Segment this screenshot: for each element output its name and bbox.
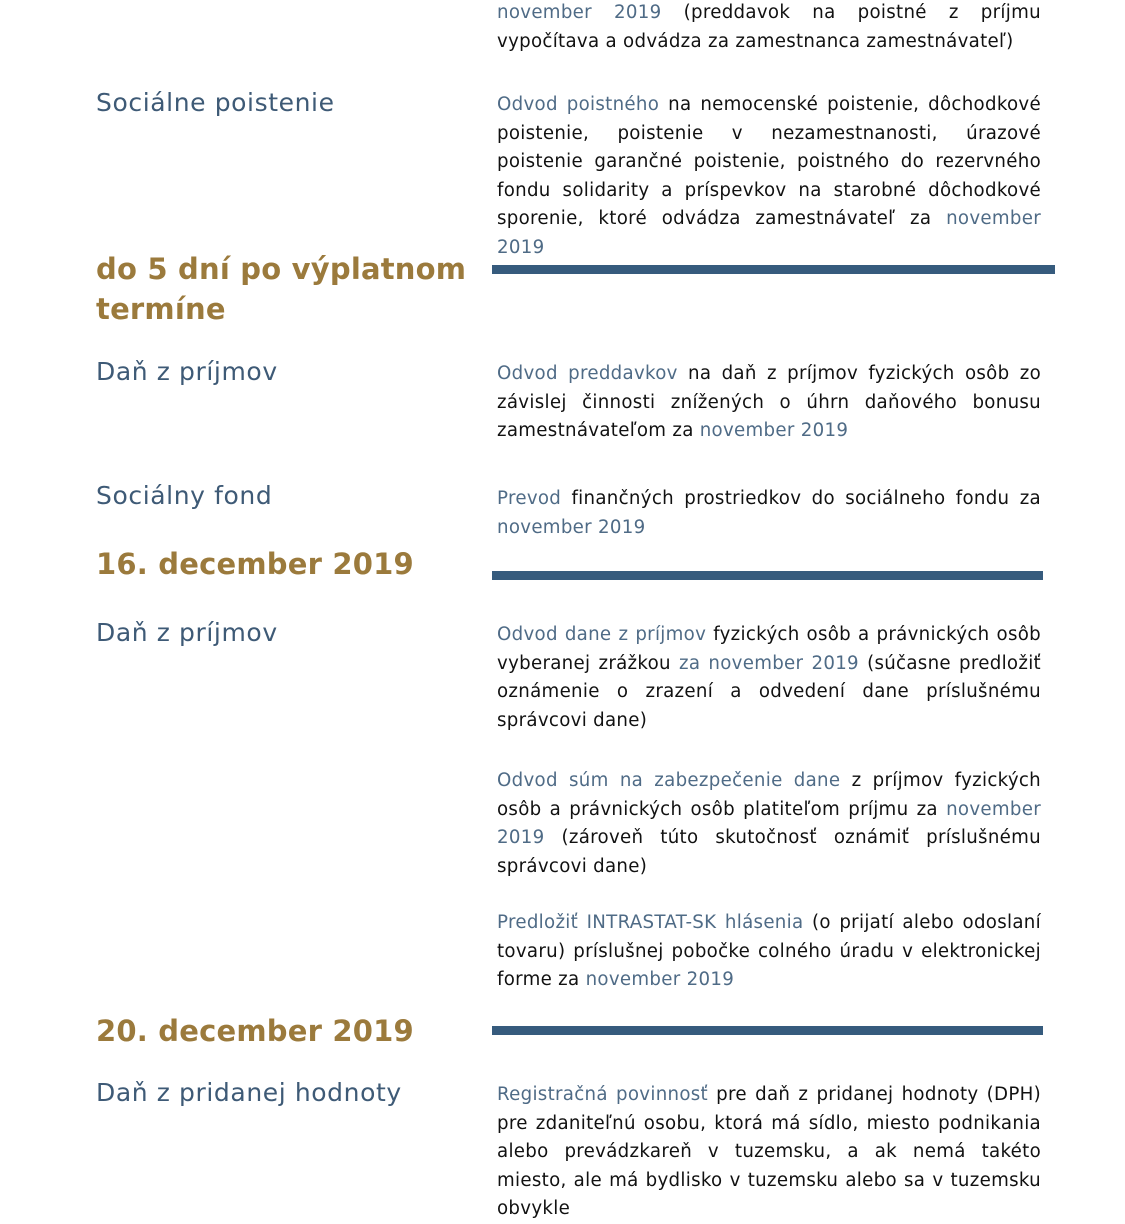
highlight-action: Odvod preddavkov xyxy=(497,363,678,384)
category-label-dan-z-pridanej-hodnoty: Daň z pridanej hodnoty xyxy=(96,1078,402,1107)
date-heading-16-december: 16. december 2019 xyxy=(96,547,414,581)
highlight-action: Registračná povinnosť xyxy=(497,1084,708,1105)
highlight-period: november 2019 xyxy=(497,208,1041,258)
category-label-socialne-poistenie: Sociálne poistenie xyxy=(96,88,335,117)
paragraph-text: z príjmov fyzických osôb a právnických osôb platiteľom príjmu za xyxy=(497,770,1042,820)
paragraph-odvod-preddavkov xyxy=(497,360,1041,446)
highlight-action: Odvod dane z príjmov xyxy=(497,624,707,645)
paragraph-preddavok-continuation xyxy=(497,0,1041,56)
highlight-period: november 2019 xyxy=(585,969,735,991)
category-label-dan-z-prijmov: Daň z príjmov xyxy=(96,357,278,386)
highlight-action: Odvod súm na zabezpečenie dane xyxy=(497,770,841,791)
highlight-period: november 2019 xyxy=(497,516,646,538)
section-divider xyxy=(492,571,1043,580)
highlight-action: Prevod xyxy=(497,488,562,509)
paragraph-odvod-poistneho xyxy=(497,91,1041,263)
category-label-dan-z-prijmov: Daň z príjmov xyxy=(96,618,278,647)
paragraph-text: (zároveň túto skutočnosť oznámiť príslušnému správcovi dane) xyxy=(497,827,1041,877)
date-heading-20-december: 20. december 2019 xyxy=(96,1014,414,1048)
paragraph-text: finančných prostriedkov do sociálneho fondu za xyxy=(561,488,1041,509)
highlight-action: Predložiť INTRASTAT-SK hlásenia xyxy=(497,912,804,933)
highlight-period: za november 2019 xyxy=(678,652,859,674)
paragraph-text: (súčasne predložiť oznámenie o zrazení a odvedení dane príslušnému správcovi dane) xyxy=(497,652,1041,731)
paragraph-intrastat xyxy=(497,909,1041,995)
highlight-action: Odvod poistného xyxy=(497,94,660,115)
paragraph-registracna-povinnost xyxy=(497,1081,1041,1224)
paragraph-text: pre daň z pridanej hodnoty (DPH) pre zdaniteľnú osobu, ktorá má sídlo, miesto podnikania alebo prevádzkareň v tuzemsku, a ak nemá takéto miesto, ale má bydlisko v tuzemsku alebo sa v tuzemsku obvykle xyxy=(497,1084,1041,1220)
date-heading-5-days: do 5 dní po výplatnom termíne xyxy=(96,252,467,326)
paragraph-text: na daň z príjmov fyzických osôb zo závislej činnosti znížených o úhrn daňového bonusu zamestnávateľom za xyxy=(497,363,1041,442)
paragraph-text: fyzických osôb a právnických osôb vyberanej zrážkou xyxy=(497,624,1041,674)
section-divider xyxy=(492,265,1055,274)
category-label-socialny-fond: Sociálny fond xyxy=(96,481,273,510)
highlight-period: november 2019 xyxy=(699,420,849,442)
paragraph-prevod xyxy=(497,485,1041,542)
section-divider xyxy=(492,1026,1043,1035)
highlight-period: november 2019 xyxy=(497,2,662,23)
paragraph-odvod-dane xyxy=(497,621,1041,735)
highlight-period: november 2019 xyxy=(497,798,1041,849)
paragraph-text: (o prijatí alebo odoslaní tovaru) príslušnej pobočke colného úradu v elektronickej forme za xyxy=(497,912,1041,991)
paragraph-odvod-sum xyxy=(497,767,1041,881)
paragraph-text: (preddavok na poistné z príjmu vypočítava a odvádza za zamestnanca zamestnávateľ) xyxy=(497,2,1041,52)
paragraph-text: na nemocenské poistenie, dôchodkové poistenie, poistenie v nezamestnanosti, úrazové poistenie garančné poistenie, poistného do rezervného fondu solidarity a príspevkov na starobné dôchodkové sporenie, ktoré odvádza zamestnávateľ za xyxy=(497,94,1041,230)
